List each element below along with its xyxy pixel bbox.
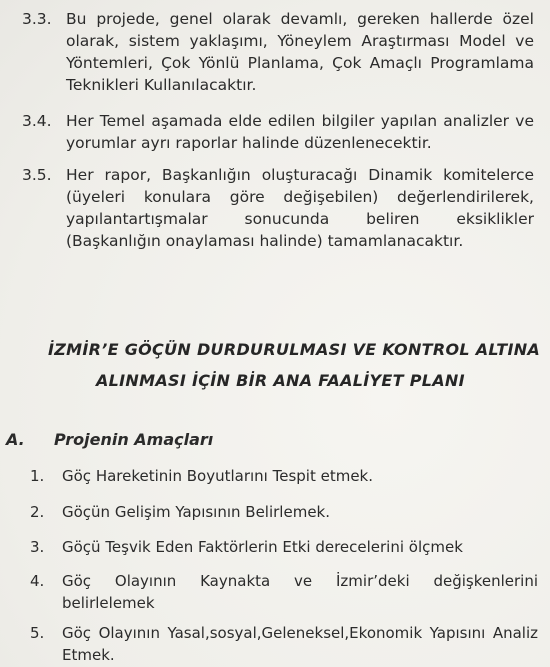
plan-heading-line-2: ALINMASI İÇİN BİR ANA FAALİYET PLANI xyxy=(96,371,465,390)
paragraph-number: 3.4. xyxy=(22,112,52,130)
paragraph-text: Her rapor, Başkanlığın oluşturacağı Dinamik komitelerce (üyeleri konulara göre değişebilen) değerlendirilerek, yapılantartışmalar sonucunda beliren eksiklikler (Başkanlığın onaylaması halinde) tamamlanacaktır. xyxy=(66,166,534,250)
paragraph-text: Bu projede, genel olarak devamlı, gereken hallerde özel olarak, sistem yaklaşımı, Yöneylem Araştırması Model ve Yöntemleri, Çok Yönlü Planlama, Çok Amaçlı Programlama Teknikleri Kullanılacaktır. xyxy=(66,10,534,94)
goal-text: Göç Olayının Kaynakta ve İzmir’deki değişkenlerini belirlelemek xyxy=(62,572,538,612)
goal-number: 4. xyxy=(30,572,45,590)
goal-number: 5. xyxy=(30,624,45,642)
paragraph-number: 3.3. xyxy=(22,10,52,28)
goal-number: 1. xyxy=(30,467,45,485)
goal-number: 3. xyxy=(30,538,45,556)
goal-number: 2. xyxy=(30,503,45,521)
section-letter: A. xyxy=(6,430,25,449)
paragraph-text: Her Temel aşamada elde edilen bilgiler yapılan analizler ve yorumlar ayrı raporlar halinde düzenlenecektir. xyxy=(66,112,534,152)
goal-text: Göçün Gelişim Yapısının Belirlemek. xyxy=(62,503,331,521)
plan-heading-line-1: İZMİR’E GÖÇÜN DURDURULMASI VE KONTROL ALTINA xyxy=(48,340,541,359)
goal-text: Göçü Teşvik Eden Faktörlerin Etki derecelerini ölçmek xyxy=(62,538,463,556)
goal-text: Göç Hareketinin Boyutlarını Tespit etmek. xyxy=(62,467,374,485)
section-title: Projenin Amaçları xyxy=(54,430,214,449)
goal-text: Göç Olayının Yasal,sosyal,Geleneksel,Ekonomik Yapısını Analiz Etmek. xyxy=(62,624,538,664)
paragraph-number: 3.5. xyxy=(22,166,52,184)
